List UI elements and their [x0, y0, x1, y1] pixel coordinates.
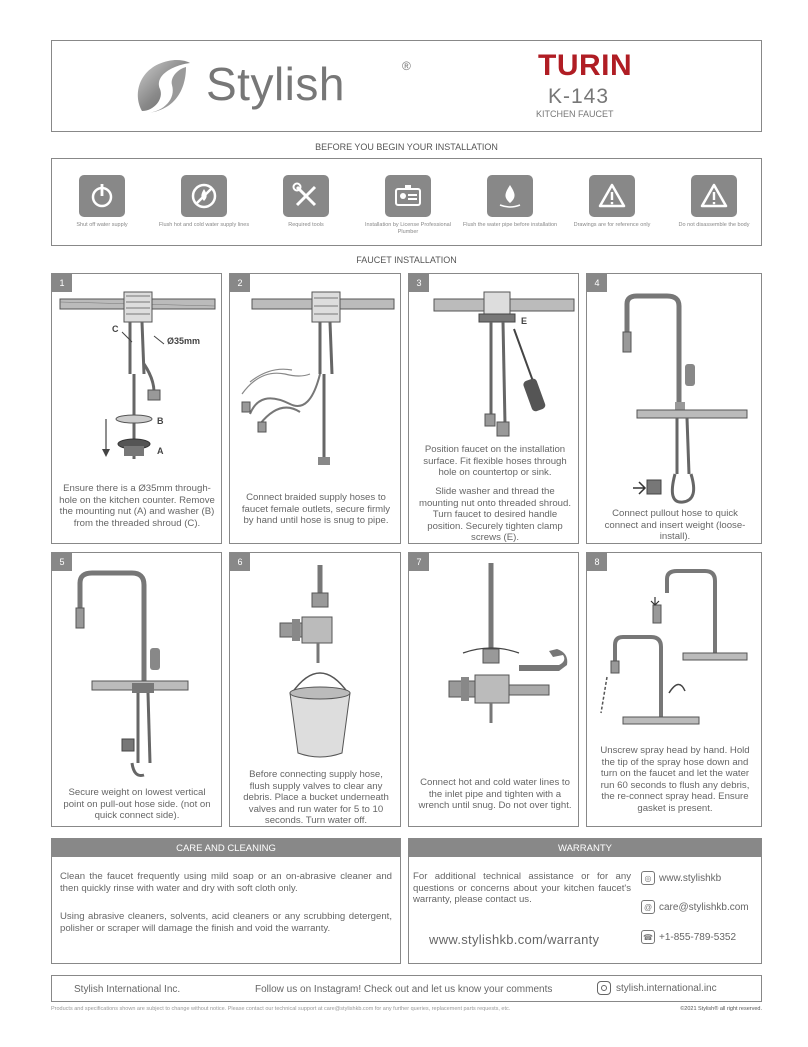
water-drop-icon [487, 175, 533, 217]
header-panel [51, 40, 762, 132]
step-4-illustration [587, 274, 763, 545]
warranty-panel [408, 838, 762, 964]
before-caption: Installation by License Professional Plumber [365, 222, 451, 235]
warranty-url[interactable]: www.stylishkb.com/warranty [429, 932, 600, 947]
step-text: Connect hot and cold water lines to the inlet pipe and tighten with a wrench until snug. Do not over tight. [418, 777, 572, 811]
warranty-title: WARRANTY [409, 839, 761, 857]
contact-web[interactable] [641, 871, 721, 885]
before-caption: Flush the water pipe before installation [462, 222, 558, 228]
before-item [664, 175, 764, 229]
before-item [52, 175, 152, 229]
step-text-2: Slide washer and thread the mounting nut onto threaded shroud. Turn faucet to desired handle position. Securely tighten clamp screws (E). [418, 486, 571, 543]
install-step-5 [51, 552, 222, 827]
registered-mark: ® [402, 59, 411, 73]
warranty-paragraph: For additional technical assistance or for any questions or concerns about your kitchen faucet's warranty, please contact us. [413, 871, 631, 905]
power-icon [79, 175, 125, 217]
contact-email[interactable] [641, 900, 749, 914]
label-a: A [157, 446, 164, 456]
product-type: KITCHEN FAUCET [536, 109, 614, 119]
brand-logo [122, 49, 422, 129]
instagram-handle-text: stylish.international.inc [616, 982, 717, 994]
step-text: Secure weight on lowest vertical point on pull-out hose side. (not on quick connect side). [63, 787, 211, 821]
step-text: Ensure there is a Ø35mm through-hole on the kitchen counter. Remove the mounting nut (A) and washer (B) from the threaded shroud (C). [59, 483, 215, 529]
before-item [256, 175, 356, 229]
before-caption: Drawings are for reference only [573, 222, 651, 228]
globe-icon: ◎ [641, 871, 655, 885]
install-step-8 [586, 552, 762, 827]
label-e: E [521, 316, 528, 326]
brand-logo-icon [124, 53, 194, 123]
step-number: 3 [409, 274, 429, 292]
instagram-text: Follow us on Instagram! Check out and let us know your comments [255, 984, 553, 995]
before-panel [51, 158, 762, 246]
tools-icon [283, 175, 329, 217]
email-icon: @ [641, 900, 655, 914]
step-text: Connect braided supply hoses to faucet female outlets, secure firmly by hand until hose is snug to pipe. [241, 492, 391, 526]
no-water-icon [181, 175, 227, 217]
before-caption: Shut off water supply [76, 222, 128, 228]
before-item [358, 175, 458, 235]
company-name: Stylish International Inc. [74, 984, 181, 995]
step-number: 2 [230, 274, 250, 292]
footer-panel [51, 975, 762, 1002]
before-item [154, 175, 254, 229]
care-title: CARE AND CLEANING [52, 839, 400, 857]
install-step-4 [586, 273, 762, 544]
install-step-7 [408, 552, 579, 827]
step-text: Connect pullout hose to quick connect and insert weight (loose-install). [604, 508, 746, 542]
care-panel [51, 838, 401, 964]
step-text: Position faucet on the installation surface. Fit flexible hoses through hole on countertop or sink. [423, 444, 567, 478]
step-text: Before connecting supply hose, flush supply valves to clear any debris. Place a bucket underneath valves and run water for 5 to 10 seconds. Turn water off. [243, 769, 389, 826]
instagram-icon [597, 981, 611, 995]
install-step-6 [229, 552, 401, 827]
product-name: TURIN [538, 49, 633, 82]
before-caption: Required tools [288, 222, 324, 228]
fine-print [51, 1006, 762, 1012]
install-section-title: FAUCET INSTALLATION [356, 255, 457, 265]
contact-web-text: www.stylishkb [659, 872, 722, 884]
warning-icon [589, 175, 635, 217]
step-number: 4 [587, 274, 607, 292]
label-b: B [157, 416, 164, 426]
warning-icon [691, 175, 737, 217]
before-section-title: BEFORE YOU BEGIN YOUR INSTALLATION [315, 142, 498, 152]
care-paragraph-1: Clean the faucet frequently using mild soap or an on-abrasive cleaner and then quickly rinse with water and dry with soft cloth only. [60, 871, 392, 894]
step-number: 7 [409, 553, 429, 571]
license-card-icon [385, 175, 431, 217]
install-step-1 [51, 273, 222, 544]
before-item [562, 175, 662, 229]
step-number: 1 [52, 274, 72, 292]
before-caption: Flush hot and cold water supply lines [158, 222, 250, 228]
step-text: Unscrew spray head by hand. Hold the tip of the spray hose down and turn on the faucet and let the water run 60 seconds to flush any debris, the re-connect spray head. Ensure gasket is present. [600, 745, 750, 814]
install-step-2 [229, 273, 401, 544]
fine-print-text: Products and specifications shown are subject to change without notice. Please contact our technical support at care@stylishkb.com for any further queries, replacement parts requests, etc. [51, 1006, 511, 1012]
step-number: 6 [230, 553, 250, 571]
contact-email-text: care@stylishkb.com [659, 901, 749, 913]
step-number: 5 [52, 553, 72, 571]
brand-name: Stylish [206, 58, 345, 110]
care-paragraph-2: Using abrasive cleaners, solvents, acid cleaners or any scrubbing detergent, polisher or scraper will damage the finish and void the warranty. [60, 911, 392, 934]
label-diameter: Ø35mm [167, 336, 201, 346]
product-model: K-143 [548, 85, 610, 108]
install-step-3 [408, 273, 579, 544]
contact-phone-text: +1-855-789-5352 [659, 931, 737, 943]
copyright: ©2021 Stylish® all right reserved. [680, 1006, 762, 1012]
before-caption: Do not disassemble the body [678, 222, 750, 228]
contact-phone[interactable] [641, 930, 736, 944]
phone-icon: ☎ [641, 930, 655, 944]
label-c: C [112, 324, 119, 334]
before-item [460, 175, 560, 229]
instagram-handle[interactable] [597, 981, 717, 995]
step-number: 8 [587, 553, 607, 571]
